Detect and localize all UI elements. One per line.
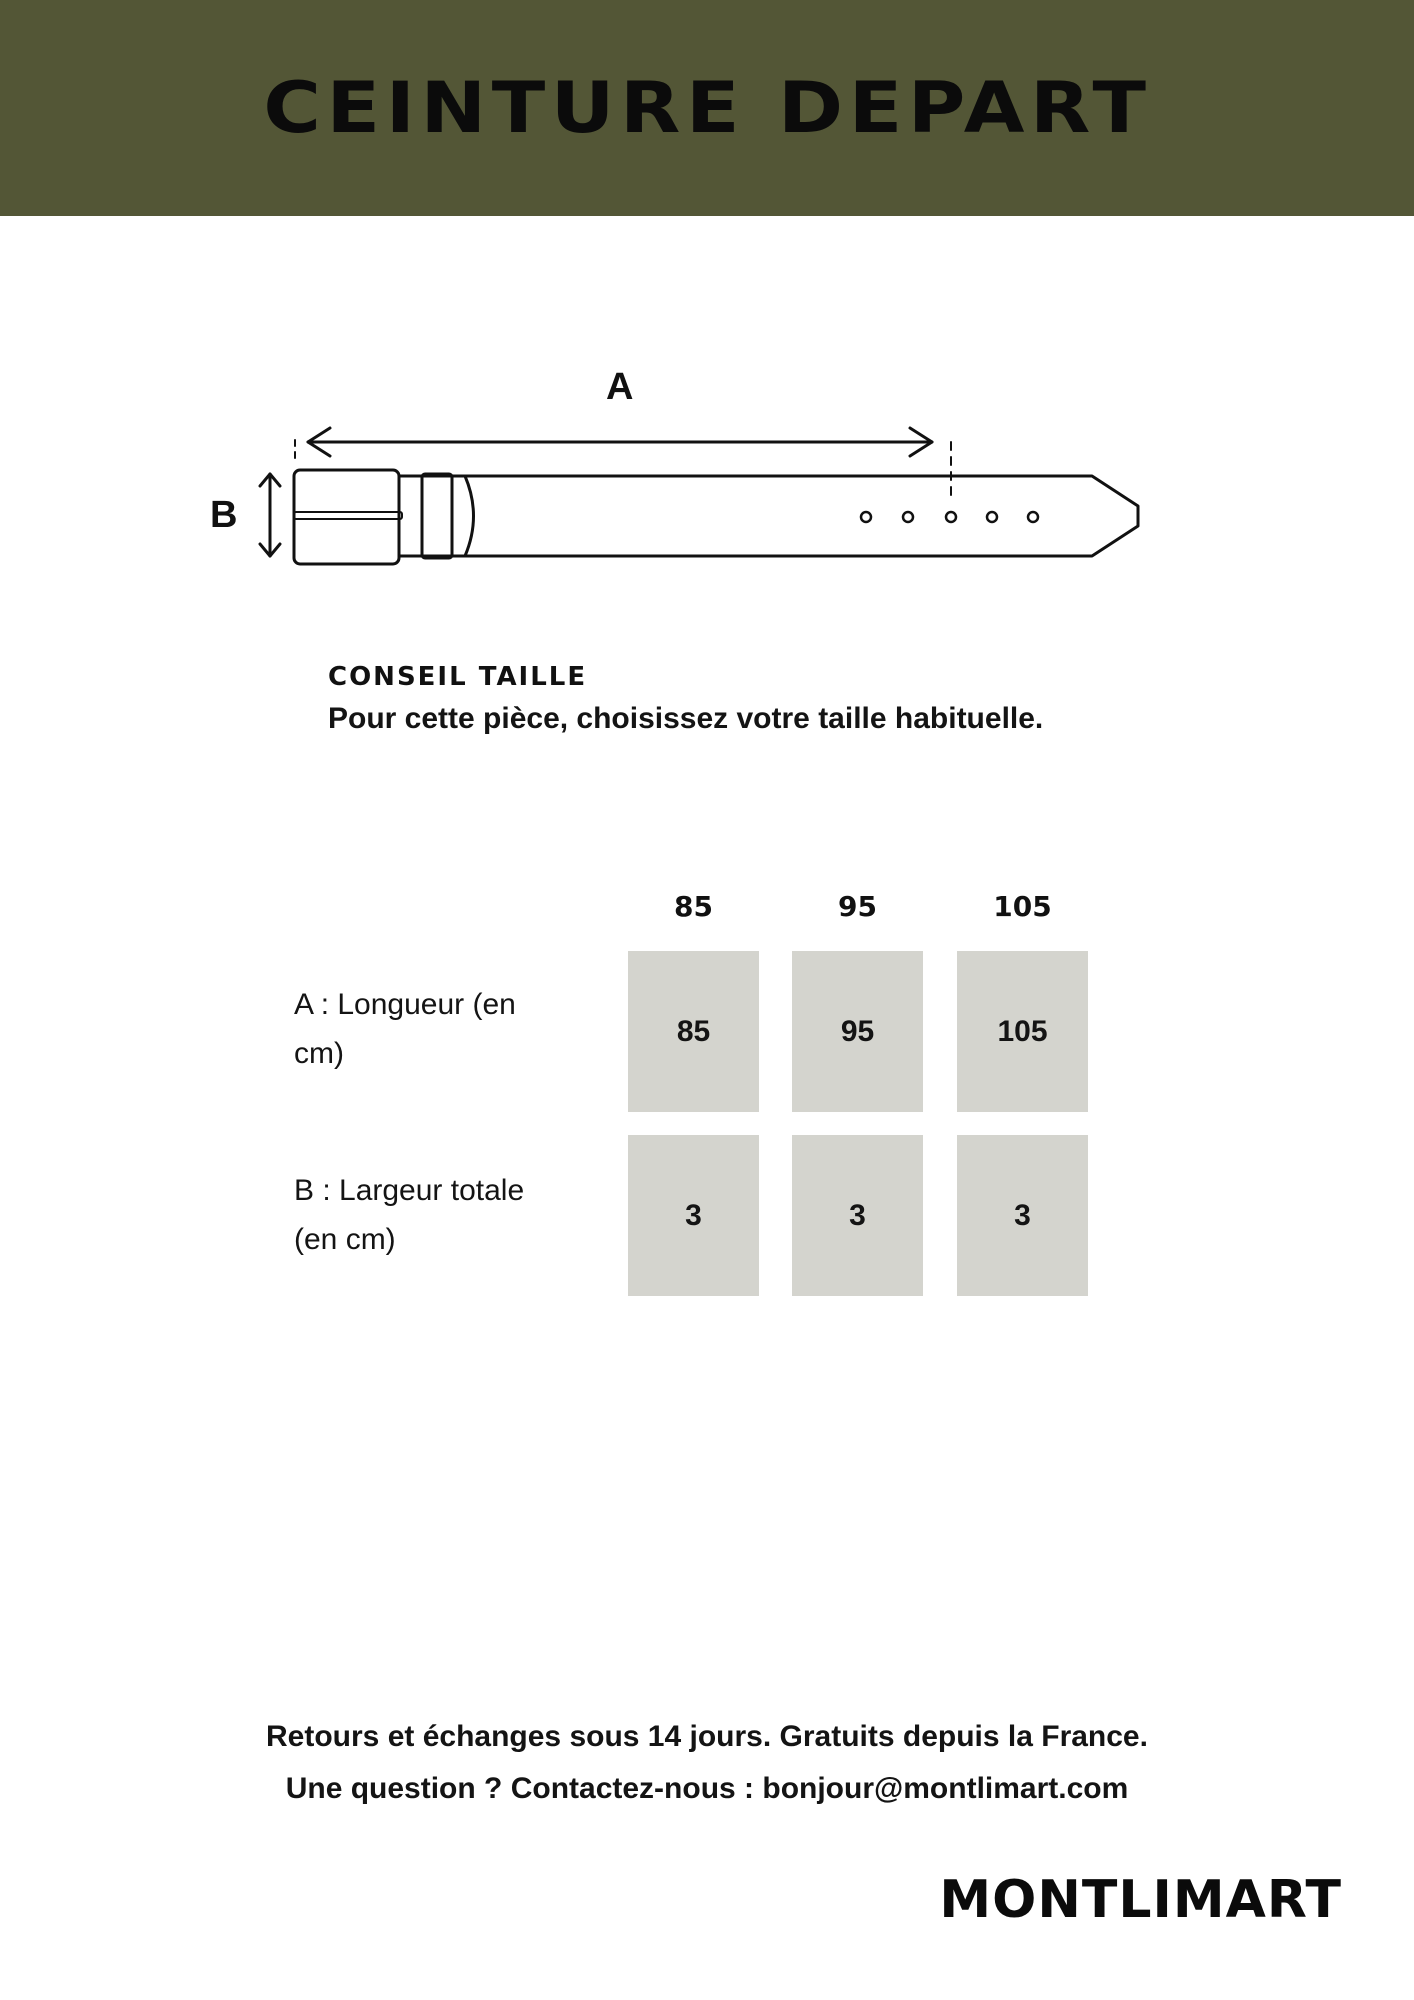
row-label-line: A : Longueur (en [294, 988, 516, 1021]
column-header-size: 95 [838, 890, 877, 923]
table-cell: 85 [628, 951, 759, 1112]
advice-text: Pour cette pièce, choisissez votre taille habituelle. [328, 702, 1044, 735]
row-label-line: (en cm) [294, 1223, 396, 1256]
page-title: CEINTURE DEPART [262, 67, 1152, 149]
row-label-line: B : Largeur totale [294, 1174, 525, 1207]
column-header-size: 105 [993, 890, 1052, 923]
table-cell: 95 [792, 951, 923, 1112]
table-cell: 3 [792, 1135, 923, 1296]
row-label-line: cm) [294, 1037, 344, 1070]
advice-title: CONSEIL TAILLE [328, 662, 588, 692]
table-cell: 105 [957, 951, 1088, 1112]
dimension-b-label: B [210, 494, 238, 536]
table-cell: 3 [628, 1135, 759, 1296]
contact-info: Une question ? Contactez-nous : bonjour@montlimart.com [285, 1772, 1129, 1805]
belt-diagram [200, 360, 1160, 590]
belt-icon [200, 360, 1160, 590]
table-cell: 3 [957, 1135, 1088, 1296]
row-label-length [294, 980, 594, 1078]
dimension-a-label: A [606, 366, 634, 408]
brand-logo: MONTLIMART [939, 1870, 1342, 1930]
returns-info: Retours et échanges sous 14 jours. Gratuits depuis la France. [266, 1720, 1148, 1753]
size-advice [328, 662, 1043, 736]
row-label-width [294, 1166, 594, 1264]
header-banner [0, 0, 1414, 216]
column-header-size: 85 [674, 890, 713, 923]
